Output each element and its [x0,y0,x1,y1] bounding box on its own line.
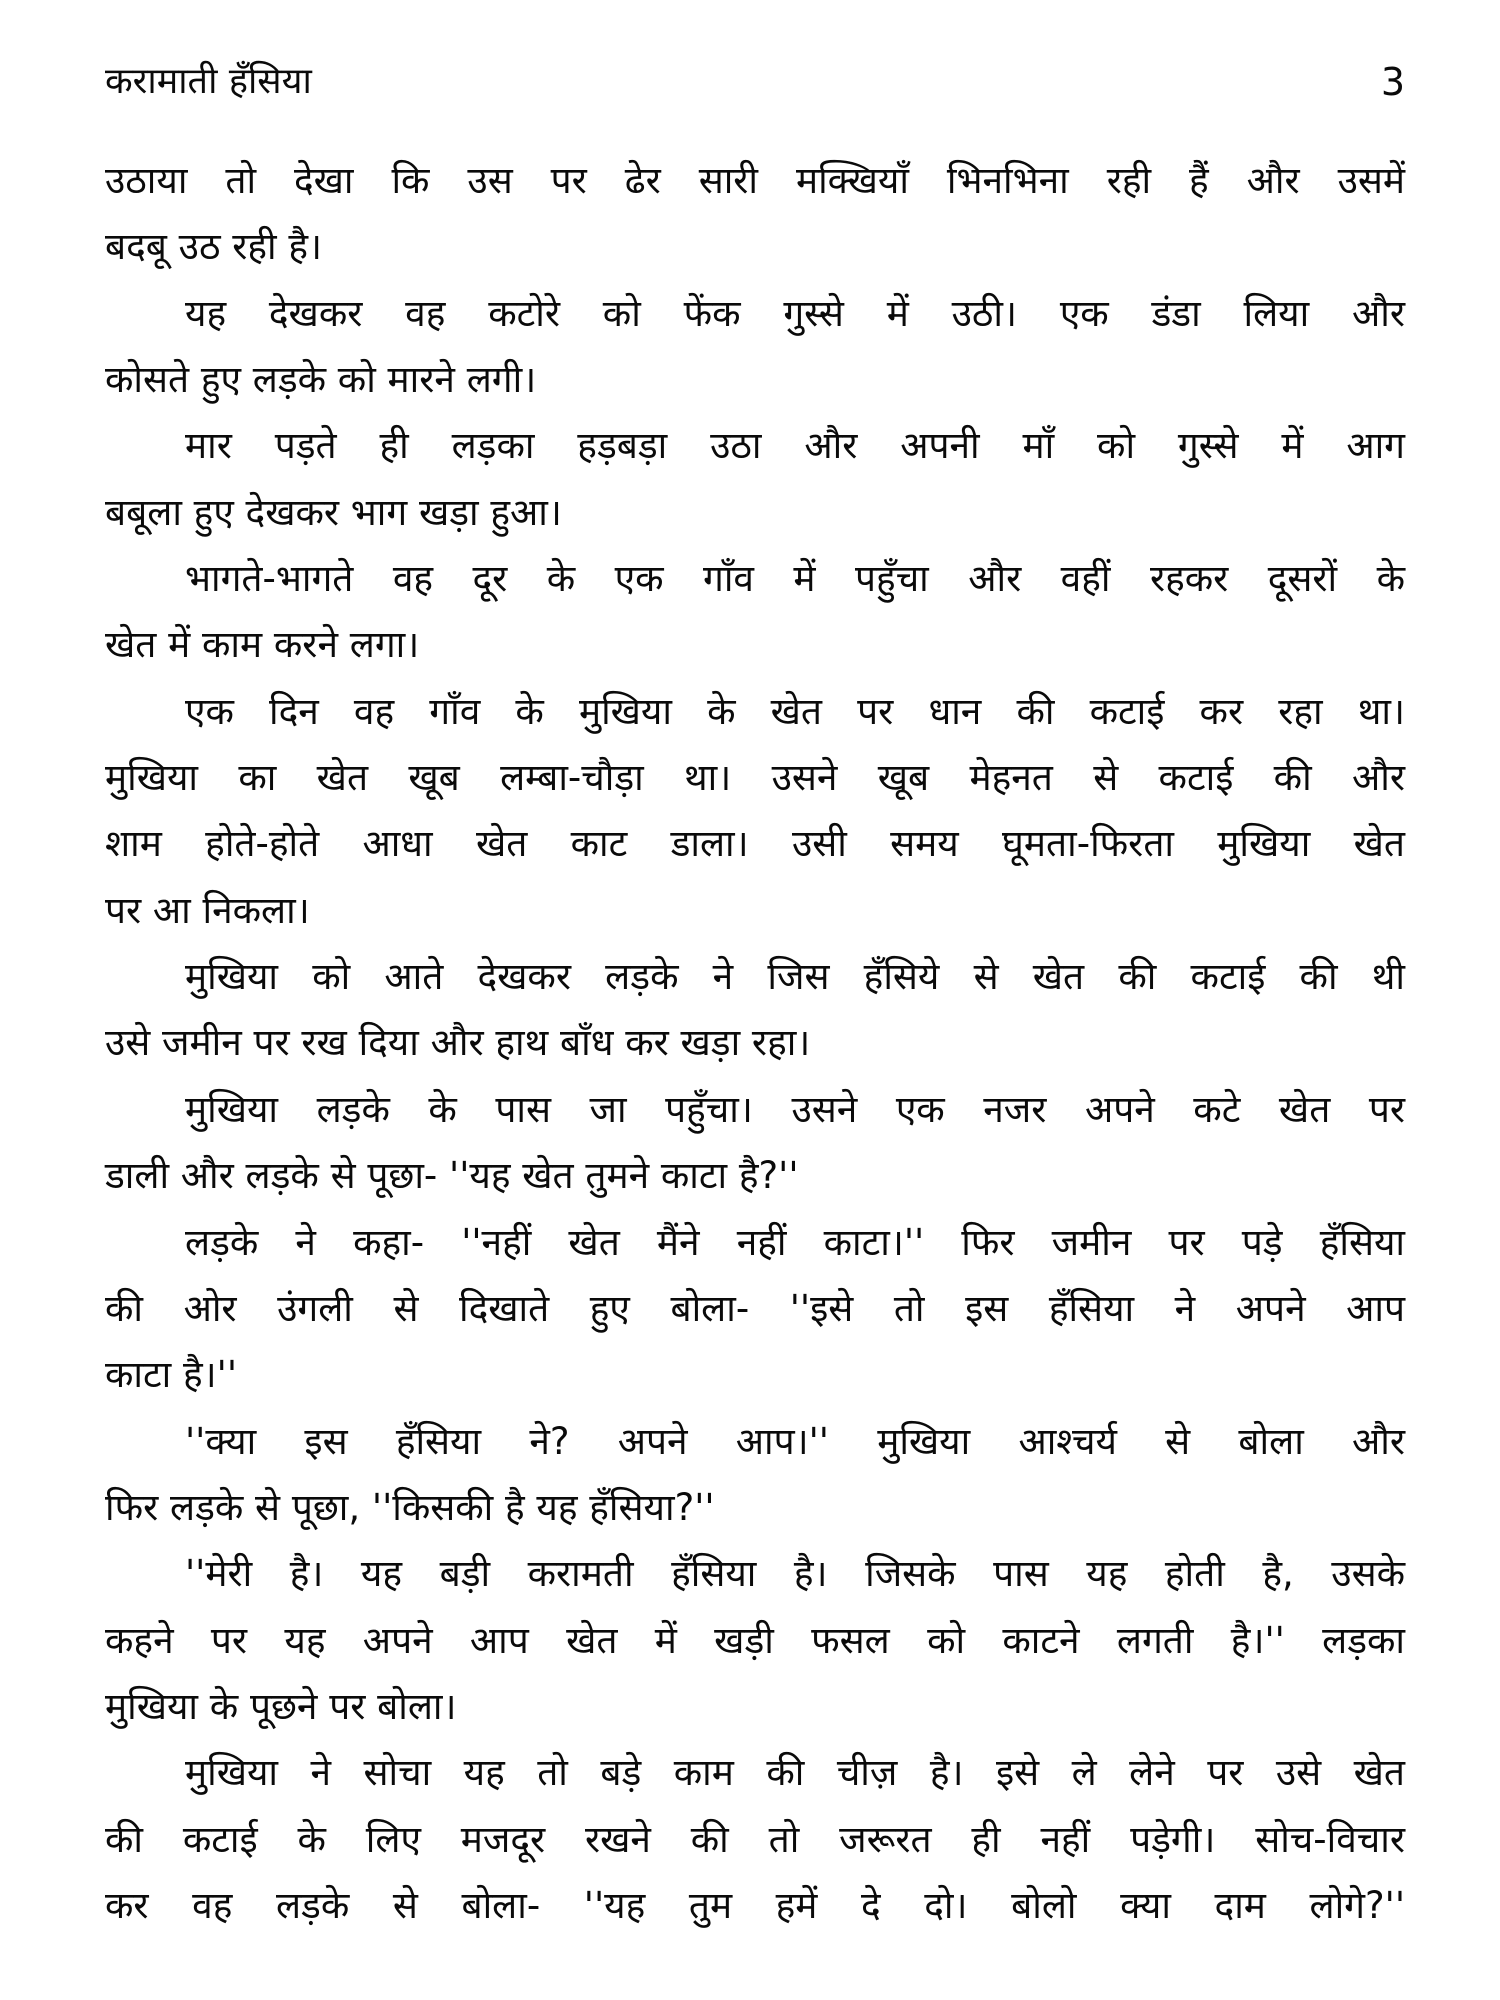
text-line: शाम होते-होते आधा खेत काट डाला। उसी समय घूमता-फिरता मुखिया खेत [105,822,1405,866]
text-line: पर आ निकला। [105,888,310,932]
paragraph-first-line: मुखिया लड़के के पास जा पहुँचा। उसने एक नजर अपने कटे खेत पर [185,1087,1405,1131]
paragraph-first-line: लड़के ने कहा- ''नहीं खेत मैंने नहीं काटा।'' फिर जमीन पर पड़े हँसिया [185,1220,1405,1264]
text-line: कोसते हुए लड़के को मारने लगी। [105,358,537,402]
paragraph-first-line: यह देखकर वह कटोरे को फेंक गुस्से में उठी। एक डंडा लिया और [185,291,1405,335]
paragraph-first-line: ''क्या इस हँसिया ने? अपने आप।'' मुखिया आश्चर्य से बोला और [185,1419,1405,1463]
paragraph-first-line: मुखिया को आते देखकर लड़के ने जिस हँसिये से खेत की कटाई की थी [185,955,1405,999]
text-line: मुखिया के पूछने पर बोला। [105,1684,457,1728]
text-line: बदबू उठ रही है। [105,225,322,269]
text-line: उठाया तो देखा कि उस पर ढेर सारी मक्खियाँ भिनभिना रही हैं और उसमें [105,159,1405,202]
running-head [105,52,1405,112]
paragraph-first-line: भागते-भागते वह दूर के एक गाँव में पहुँचा और वहीं रहकर दूसरों के [185,557,1405,601]
paragraph-first-line: ''मेरी है। यह बड़ी करामती हँसिया है। जिसके पास यह होती है, उसके [185,1552,1405,1596]
text-line: काटा है।'' [105,1353,238,1397]
text-line: डाली और लड़के से पूछा- ''यह खेत तुमने काटा है?'' [105,1154,799,1198]
text-line: खेत में काम करने लगा। [105,623,420,667]
text-line: की ओर उंगली से दिखाते हुए बोला- ''इसे तो इस हँसिया ने अपने आप [105,1286,1406,1330]
text-line: कर वह लड़के से बोला- ''यह तुम हमें दे दो। बोलो क्या दाम लोगे?'' [105,1883,1405,1927]
story-text [105,148,1405,1939]
book-title: करामाती हँसिया [105,61,312,102]
text-line: उसे जमीन पर रख दिया और हाथ बाँध कर खड़ा रहा। [105,1021,811,1065]
text-line: कहने पर यह अपने आप खेत में खड़ी फसल को काटने लगती है।'' लड़का [105,1618,1405,1662]
paragraph-first-line: मार पड़ते ही लड़का हड़बड़ा उठा और अपनी माँ को गुस्से में आग [185,424,1405,468]
paragraph-first-line: मुखिया ने सोचा यह तो बड़े काम की चीज़ है। इसे ले लेने पर उसे खेत [185,1751,1405,1795]
paragraph-first-line: एक दिन वह गाँव के मुखिया के खेत पर धान की कटाई कर रहा था। [185,689,1405,733]
page-number: 3 [1380,60,1405,104]
text-line: फिर लड़के से पूछा, ''किसकी है यह हँसिया?'' [105,1485,715,1529]
text-line: की कटाई के लिए मजदूर रखने की तो जरूरत ही नहीं पड़ेगी। सोच-विचार [105,1817,1405,1861]
text-line: बबूला हुए देखकर भाग खड़ा हुआ। [105,490,562,534]
text-line: मुखिया का खेत खूब लम्बा-चौड़ा था। उसने खूब मेहनत से कटाई की और [105,756,1405,800]
